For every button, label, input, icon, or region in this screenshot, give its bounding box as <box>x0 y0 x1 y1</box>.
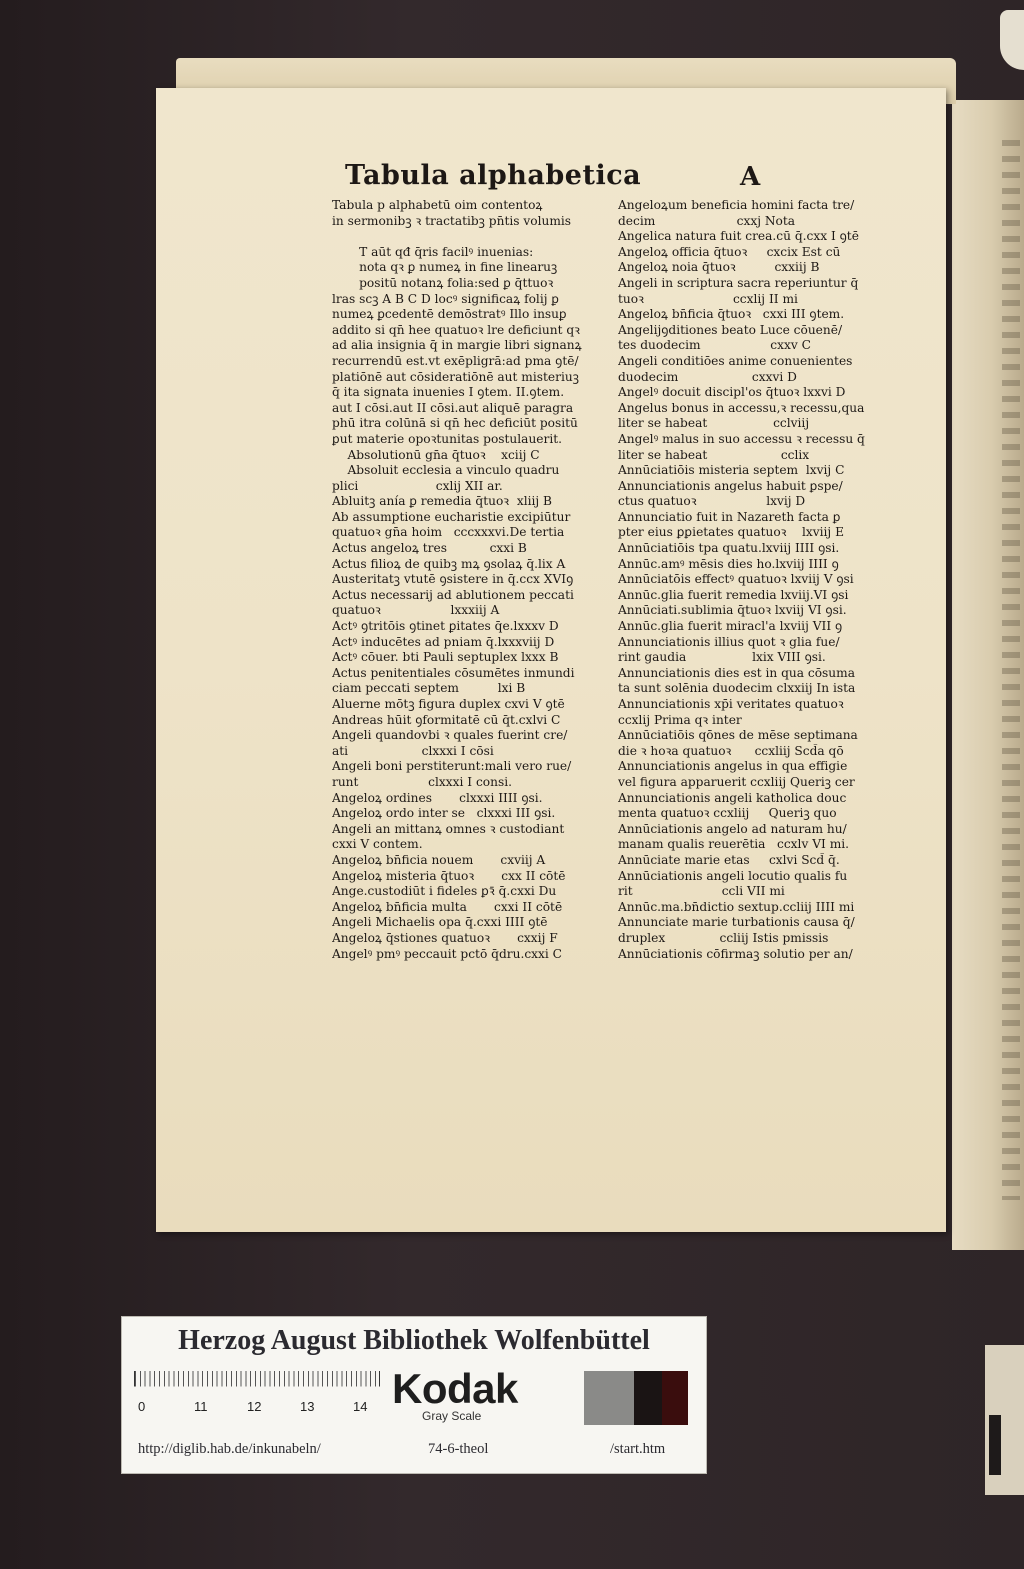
ruler-number: 12 <box>247 1399 262 1414</box>
text-line: ccxlij Prima qꝛ inter <box>618 712 742 727</box>
text-line: Angeloꝝ q̄stiones quatuoꝛ cxxij F <box>332 930 558 945</box>
gray-swatch <box>584 1371 634 1425</box>
text-line: menta quatuoꝛ ccxliij Queriꝫ quo <box>618 806 837 821</box>
text-line: in sermonibꝫ ꝛ tractatibꝫ pn̄tis volumis <box>332 213 572 228</box>
text-line: vel figura apparuerit ccxliij Queriꝫ cer <box>618 774 855 789</box>
text-line: Abluitꝫ anía ꝑ remedia q̄tuoꝛ xliij B <box>332 494 553 509</box>
text-line: Annunciationis angelus habuit ꝑspe/ <box>618 478 843 493</box>
text-line: quatuoꝛ gn̄a hoim cccxxxvi.De tertia <box>332 525 565 540</box>
text-line: Actus necessarij ad ablutionem peccati <box>332 587 574 602</box>
text-line: Actus angeloꝝ tres cxxi B <box>332 541 527 556</box>
measurement-ruler <box>134 1371 378 1415</box>
text-line: Angeli boni perstiterunt:mali vero rue/ <box>332 759 572 774</box>
text-line: numeꝝ ꝑcedentē demōstratꝰ Illo insuꝑ <box>332 307 567 322</box>
text-line: Austeritatꝫ vtutē ꝯsistere in q̄.ccx XVIꝯ <box>332 572 574 587</box>
text-line: Ange.custodiūt i fideles ꝑꝛ̄ q̄.cxxi Du <box>332 884 557 899</box>
text-line: Actus filioꝝ de quibꝫ mꝝ ꝯsolaꝝ q̄.lix A <box>332 556 566 571</box>
text-line: Angeli an mittanꝝ omnes ꝛ custodiant <box>332 821 565 836</box>
text-line: decim cxxj Nota <box>618 213 796 228</box>
text-line: Annūciationis angelo ad naturam hu/ <box>618 821 847 836</box>
text-line: Angeloꝝ misteria q̄tuoꝛ cxx II cōtē <box>332 868 566 883</box>
text-line: Annūc.glia fuerit remedia lxviij.VI ꝯsi <box>618 587 849 602</box>
kodak-logo: Kodak <box>392 1365 518 1412</box>
text-line: Annūciationis angeli locutio qualis fu <box>618 868 848 883</box>
reference-target-card <box>121 1316 707 1474</box>
text-line: Angelꝰ pmꝰ peccauit pctō q̄dru.cxxi C <box>332 946 562 961</box>
text-line: Annunciationis angelus in qua effigie <box>618 759 848 774</box>
text-line: platiōnē aut cōsideratiōnē aut misteriuꝫ <box>332 369 579 384</box>
text-line: runt clxxxi I consi. <box>332 774 512 789</box>
library-name: Herzog August Bibliothek Wolfenbüttel <box>178 1325 650 1356</box>
ruler-number: 11 <box>194 1399 208 1414</box>
text-line: liter se habeat cclix <box>618 447 810 462</box>
gray-scale-label: Gray Scale <box>422 1409 482 1423</box>
text-line: q̄ ita signata inuenies I ꝯtem. II.ꝯtem. <box>332 385 565 400</box>
text-line: T aūt qđ q̄ris facilꝰ inuenias: <box>332 244 534 259</box>
text-line: tes duodecim cxxv C <box>618 338 811 353</box>
text-line: cxxi V contem. <box>332 837 423 852</box>
facing-page-edge <box>952 100 1024 1250</box>
text-line: Annūciate marie etas cxlvi Scd̄ q̄. <box>618 852 840 867</box>
text-line: positū notanꝝ folia:sed ꝑ q̄ttuoꝛ <box>332 275 554 290</box>
text-line: manam qualis reuerētia ccxlv VI mi. <box>618 837 850 852</box>
text-line: Angeli Michaelis opa q̄.cxxi IIII ꝯtē <box>332 915 548 930</box>
text-line: Angeloꝝ noia q̄tuoꝛ cxxiij B <box>618 260 820 275</box>
dark-red-swatch <box>662 1371 688 1425</box>
text-line: Angeli quandovbi ꝛ quales fuerint cre/ <box>332 728 568 743</box>
text-line: Ab assumptione eucharistie excipiūtur <box>332 509 571 524</box>
text-line: Andreas hūit ꝯformitatē cū q̄t.cxlvi C <box>332 712 561 727</box>
text-line: Annunciatio fuit in Nazareth facta ꝑ <box>618 509 841 524</box>
text-line: Angeli in scriptura sacra reperiuntur q̄ <box>618 275 859 290</box>
text-line: Annunciationis illius quot ꝛ glia fue/ <box>618 634 840 649</box>
text-line: Annūciationis cōfirmaꝫ solutio per an/ <box>618 946 853 961</box>
text-line: Absoluit ecclesia a vinculo quadru <box>332 463 560 478</box>
text-line: tuoꝛ ccxlij II mi <box>618 291 798 306</box>
text-line: Angelijꝯditiones beato Luce cōuenē/ <box>618 322 843 337</box>
text-column-right <box>618 198 906 962</box>
text-line: Actꝰ inducētes ad pniam q̄.lxxxviij D <box>332 634 555 649</box>
text-line: phū itra colūnā si qn̄ hec deficiūt positū <box>332 416 578 431</box>
text-line: Annūciatiōis tpa quatu.lxviij IIII ꝯsi. <box>618 541 840 556</box>
text-line: liter se habeat cclviij <box>618 416 810 431</box>
text-line: Annūc.amꝰ mēsis dies ho.lxviij IIII ꝯ <box>618 556 839 571</box>
text-line: Annūciati.sublimia q̄tuoꝛ lxviij VI ꝯsi. <box>618 603 847 618</box>
signature-mark: A <box>740 162 761 192</box>
text-line: Actꝰ cōuer. bti Pauli septuplex lxxx B <box>332 650 559 665</box>
text-line: Actꝰ ꝯtritōis ꝯtinet ꝑitates q̄e.lxxxv D <box>332 619 559 634</box>
text-line: recurrendū est.vt exēpligrā:ad pma ꝯtē/ <box>332 353 579 368</box>
text-line: Annunciationis xp̄i veritates quatuoꝛ <box>618 697 844 711</box>
text-line: Angeloꝝ ordines clxxxi IIII ꝯsi. <box>332 790 543 805</box>
text-line: Annūc.glia fuerit miracl'a lxviij VII ꝯ <box>618 619 843 634</box>
text-line: Annūciatiōis misteria septem lxvij C <box>618 463 845 478</box>
text-line: quatuoꝛ lxxxiij A <box>332 603 500 618</box>
ruler-number: 14 <box>353 1399 368 1414</box>
text-line: lras scꝫ A B C D locꝰ significaꝝ folij ꝑ <box>332 291 559 306</box>
color-target-scrap <box>985 1345 1024 1495</box>
text-column-left <box>332 198 602 962</box>
text-line: addito si qn̄ hee quatuoꝛ lre deficiunt qꝛ <box>332 322 580 337</box>
text-line: Angelica natura fuit crea.cū q̄.cxx I ꝯtē <box>618 229 859 244</box>
text-line: Angeloꝝ bn̄ficia q̄tuoꝛ cxxi III ꝯtem. <box>618 307 845 322</box>
text-line: druplex ccliij Istis pmissis <box>618 930 829 945</box>
text-line: Angeli conditiōes anime conuenientes <box>618 353 853 368</box>
text-line: Angelꝰ docuit discipl'os q̄tuoꝛ lxxvi D <box>618 385 846 400</box>
text-line: Tabula p alphabetū oim contentoꝝ <box>332 198 543 212</box>
text-line: Angelus bonus in accessu,ꝛ recessu,qua <box>618 400 865 415</box>
text-line: rit ccli VII mi <box>618 884 785 899</box>
text-line: duodecim cxxvi D <box>618 369 797 384</box>
text-line: Annūciatiōis qōnes de mēse septimana <box>618 728 858 743</box>
text-line: Annunciate marie turbationis causa q̄/ <box>618 915 855 930</box>
text-line: ati clxxxi I cōsi <box>332 743 494 758</box>
text-line: ctus quatuoꝛ lxvij D <box>618 494 806 509</box>
text-line: Angeloꝝ ordo inter se clxxxi III ꝯsi. <box>332 806 556 821</box>
url-left: http://diglib.hab.de/inkunabeln/ <box>138 1441 321 1457</box>
text-line: ta sunt solēnia duodecim clxxiij In ista <box>618 681 856 696</box>
text-line: Actus penitentiales cōsumētes inmundi <box>332 665 575 680</box>
ruler-number: 0 <box>138 1399 146 1414</box>
text-line: plici cxlij XII ar. <box>332 478 503 493</box>
text-line: Aluerne mōtꝫ figura duplex cxvi V ꝯtē <box>332 697 565 711</box>
running-head: Tabula alphabetica <box>345 160 642 191</box>
text-line: Angeloꝝ bn̄ficia multa cxxi II cōtē <box>332 899 563 914</box>
text-line: die ꝛ hoꝛa quatuoꝛ ccxliij Scd̄a qō <box>618 743 844 758</box>
text-line: Annunciationis angeli katholica douc <box>618 790 847 805</box>
text-line: ꝑut materie opoꝛtunitas postulauerit. <box>332 431 563 446</box>
text-line: rint gaudia lxix VIII ꝯsi. <box>618 650 826 665</box>
text-line: Absolutionū gn̄a q̄tuoꝛ xciij C <box>332 447 540 462</box>
text-line <box>332 229 602 245</box>
text-line: aut I cōsi.aut II cōsi.aut aliquē paragra <box>332 400 574 415</box>
text-line: Angeloꝝum beneficia homini facta tre/ <box>618 198 855 212</box>
text-line: Annunciationis dies est in qua cōsuma <box>618 665 855 680</box>
url-right: /start.htm <box>610 1441 666 1457</box>
text-line: Angelꝰ malus in suo accessu ꝛ recessu q̄ <box>618 431 865 446</box>
text-line: ad alia insignia q̄ in margie libri signanꝝ <box>332 338 582 353</box>
text-line: pter eius ꝑꝑietates quatuoꝛ lxviij E <box>618 525 844 540</box>
text-line: nota qꝛ ꝑ numeꝝ in fine linearuꝫ <box>332 260 558 275</box>
text-line: ciam peccati septem lxi B <box>332 681 526 696</box>
text-line: Angeloꝝ bn̄ficia nouem cxviij A <box>332 852 546 867</box>
text-line: Annūciatōis effectꝰ quatuoꝛ lxviij V ꝯsi <box>618 572 854 587</box>
text-line: Annūc.ma.bn̄dictio sextup.ccliij IIII mi <box>618 899 855 914</box>
text-line: Angeloꝝ officia q̄tuoꝛ cxcix Est cū <box>618 244 841 259</box>
ruler-number: 13 <box>300 1399 315 1414</box>
shelfmark: 74-6-theol <box>428 1441 489 1457</box>
